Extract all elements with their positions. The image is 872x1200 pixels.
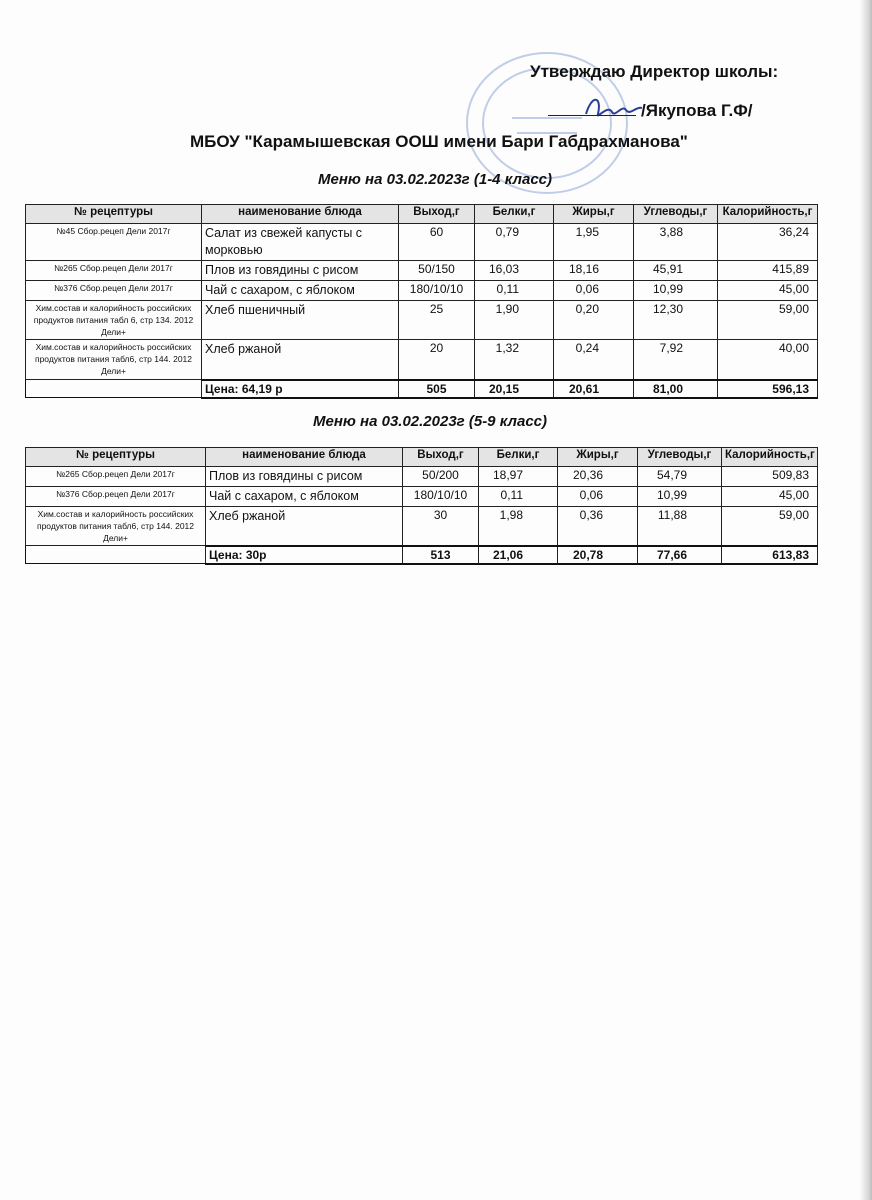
carbs-cell: 10,99 [634, 281, 718, 301]
total-row [26, 380, 818, 398]
kcal-cell: 59,00 [718, 301, 818, 340]
yield-cell: 30 [403, 507, 479, 546]
kcal-cell: 59,00 [722, 507, 818, 546]
col-dish: наименование блюда [206, 448, 403, 467]
table-row [26, 224, 818, 261]
table-row [26, 301, 818, 340]
recipe-cell: №45 Сбор.рецеп Дели 2017г [26, 224, 202, 261]
fat-cell: 0,06 [554, 281, 634, 301]
table-row [26, 467, 818, 487]
dish-cell: Хлеб пшеничный [202, 301, 399, 340]
yield-cell: 60 [399, 224, 475, 261]
kcal-cell: 415,89 [718, 261, 818, 281]
carbs-cell: 10,99 [638, 487, 722, 507]
protein-cell: 1,90 [475, 301, 554, 340]
carbs-cell: 7,92 [634, 340, 718, 380]
table-row [26, 340, 818, 380]
fat-cell: 0,20 [554, 301, 634, 340]
fat-cell: 0,24 [554, 340, 634, 380]
total-fat: 20,61 [554, 380, 634, 398]
total-yield: 505 [399, 380, 475, 398]
carbs-cell: 3,88 [634, 224, 718, 261]
col-kcal: Калорийность,г [722, 448, 818, 467]
total-blank [26, 380, 202, 398]
col-fat: Жиры,г [558, 448, 638, 467]
kcal-cell: 40,00 [718, 340, 818, 380]
total-protein: 21,06 [479, 546, 558, 564]
menu-title-5-9: Меню на 03.02.2023г (5-9 класс) [313, 413, 548, 430]
table-header-row [26, 448, 818, 467]
yield-cell: 50/150 [399, 261, 475, 281]
carbs-cell: 54,79 [638, 467, 722, 487]
dish-cell: Чай с сахаром, с яблоком [202, 281, 399, 301]
recipe-cell: №376 Сбор.рецеп Дели 2017г [26, 281, 202, 301]
col-recipe: № рецептуры [26, 205, 202, 224]
fat-cell: 0,36 [558, 507, 638, 546]
price-cell: Цена: 30р [206, 546, 403, 564]
school-name: МБОУ "Карамышевская ООШ имени Бари Габдрахманова" [190, 132, 688, 151]
recipe-cell: №265 Сбор.рецеп Дели 2017г [26, 261, 202, 281]
protein-cell: 18,97 [479, 467, 558, 487]
carbs-cell: 12,30 [634, 301, 718, 340]
col-carbs: Углеводы,г [634, 205, 718, 224]
menu-table-5-9 [25, 447, 818, 565]
signature-line [548, 115, 636, 116]
kcal-cell: 45,00 [718, 281, 818, 301]
col-protein: Белки,г [475, 205, 554, 224]
dish-cell: Хлеб ржаной [202, 340, 399, 380]
kcal-cell: 36,24 [718, 224, 818, 261]
yield-cell: 20 [399, 340, 475, 380]
dish-cell: Плов из говядины с рисом [206, 467, 403, 487]
yield-cell: 180/10/10 [399, 281, 475, 301]
protein-cell: 1,32 [475, 340, 554, 380]
price-cell: Цена: 64,19 р [202, 380, 399, 398]
dish-cell: Салат из свежей капусты с морковью [202, 224, 399, 261]
fat-cell: 1,95 [554, 224, 634, 261]
table-header-row [26, 205, 818, 224]
total-protein: 20,15 [475, 380, 554, 398]
table-row [26, 487, 818, 507]
protein-cell: 0,11 [475, 281, 554, 301]
total-row [26, 546, 818, 564]
col-yield: Выход,г [403, 448, 479, 467]
col-fat: Жиры,г [554, 205, 634, 224]
total-yield: 513 [403, 546, 479, 564]
yield-cell: 25 [399, 301, 475, 340]
fat-cell: 0,06 [558, 487, 638, 507]
approval-heading: Утверждаю Директор школы: [530, 62, 779, 81]
total-carbs: 77,66 [638, 546, 722, 564]
col-yield: Выход,г [399, 205, 475, 224]
total-fat: 20,78 [558, 546, 638, 564]
recipe-cell: Хим.состав и калорийность российских продуктов питания табл 6, стр 134. 2012 Дели+ [26, 301, 202, 340]
signature-icon [578, 92, 648, 124]
total-blank [26, 546, 206, 564]
table-row [26, 261, 818, 281]
protein-cell: 1,98 [479, 507, 558, 546]
director-name: /Якупова Г.Ф/ [641, 101, 753, 120]
recipe-cell: Хим.состав и калорийность российских продуктов питания табл6, стр 144. 2012 Дели+ [26, 340, 202, 380]
col-dish: наименование блюда [202, 205, 399, 224]
kcal-cell: 509,83 [722, 467, 818, 487]
fat-cell: 18,16 [554, 261, 634, 281]
total-kcal: 613,83 [722, 546, 818, 564]
carbs-cell: 45,91 [634, 261, 718, 281]
table-row [26, 281, 818, 301]
kcal-cell: 45,00 [722, 487, 818, 507]
scan-edge-shadow [860, 0, 872, 1200]
dish-cell: Чай с сахаром, с яблоком [206, 487, 403, 507]
yield-cell: 180/10/10 [403, 487, 479, 507]
recipe-cell: №265 Сбор.рецеп Дели 2017г [26, 467, 206, 487]
yield-cell: 50/200 [403, 467, 479, 487]
dish-cell: Хлеб ржаной [206, 507, 403, 546]
menu-title-1-4: Меню на 03.02.2023г (1-4 класс) [318, 171, 553, 188]
total-carbs: 81,00 [634, 380, 718, 398]
protein-cell: 0,79 [475, 224, 554, 261]
col-carbs: Углеводы,г [638, 448, 722, 467]
col-kcal: Калорийность,г [718, 205, 818, 224]
protein-cell: 16,03 [475, 261, 554, 281]
fat-cell: 20,36 [558, 467, 638, 487]
col-recipe: № рецептуры [26, 448, 206, 467]
dish-cell: Плов из говядины с рисом [202, 261, 399, 281]
total-kcal: 596,13 [718, 380, 818, 398]
col-protein: Белки,г [479, 448, 558, 467]
recipe-cell: №376 Сбор.рецеп Дели 2017г [26, 487, 206, 507]
protein-cell: 0,11 [479, 487, 558, 507]
recipe-cell: Хим.состав и калорийность российских продуктов питания табл6, стр 144. 2012 Дели+ [26, 507, 206, 546]
carbs-cell: 11,88 [638, 507, 722, 546]
menu-table-1-4 [25, 204, 818, 399]
table-row [26, 507, 818, 546]
